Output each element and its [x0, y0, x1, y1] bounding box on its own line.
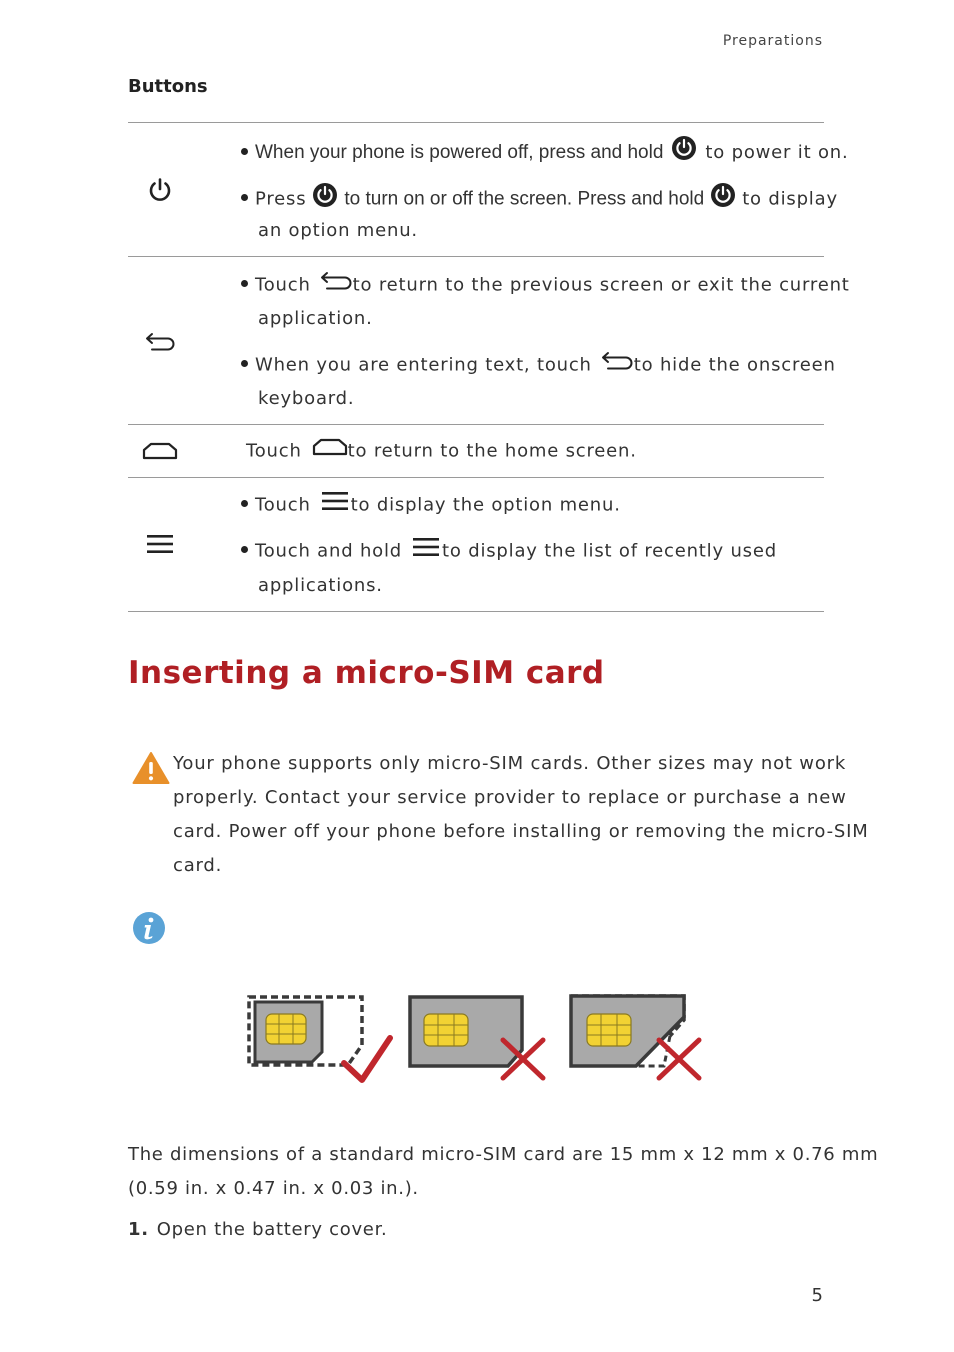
menu-line-2: Touch and hold to display the list of recently used	[241, 539, 777, 564]
buttons-section-title: Buttons	[128, 76, 208, 97]
back-line-3: When you are entering text, touch to hide the onscreen	[241, 352, 836, 379]
power-line-3: an option menu.	[258, 220, 418, 241]
dimensions-text-line: (0.59 in. x 0.47 in. x 0.03 in.).	[128, 1178, 419, 1199]
home-icon	[140, 439, 180, 463]
back-icon	[140, 327, 180, 357]
back-line-1: Touch to return to the previous screen or exit the current	[241, 272, 850, 299]
warning-icon	[132, 751, 170, 789]
bullet-dot	[241, 500, 248, 507]
bullet-dot	[241, 360, 248, 367]
warning-text-line: Your phone supports only micro-SIM cards. Other sizes may not work	[173, 753, 847, 774]
step-item	[128, 1219, 387, 1240]
table-row-home	[128, 425, 824, 477]
bullet-dot	[241, 280, 248, 287]
standard-sim-card-wrong	[410, 997, 543, 1078]
step-number: 1.	[128, 1219, 149, 1240]
menu-icon	[412, 537, 440, 562]
dimensions-text-line: The dimensions of a standard micro-SIM card are 15 mm x 12 mm x 0.76 mm	[128, 1144, 879, 1165]
cut-sim-card-wrong	[571, 996, 699, 1078]
menu-line-3: applications.	[258, 575, 383, 596]
warning-text-line: properly. Contact your service provider to replace or purchase a new	[173, 787, 847, 808]
table-rule-bottom	[128, 611, 824, 612]
sim-size-illustration	[244, 990, 714, 1094]
warning-text-line: card.	[173, 855, 223, 876]
bullet-dot	[241, 194, 248, 201]
running-header: Preparations	[722, 33, 823, 49]
home-icon	[312, 438, 348, 461]
power-icon	[140, 173, 180, 207]
back-line-2: application.	[258, 308, 373, 329]
table-row-back	[128, 257, 850, 424]
micro-sim-card-correct	[249, 997, 390, 1080]
back-line-4: keyboard.	[258, 388, 355, 409]
back-icon	[600, 350, 634, 377]
menu-icon	[321, 491, 349, 516]
page-number: 5	[811, 1285, 823, 1306]
bullet-dot	[241, 148, 248, 155]
table-row-power	[128, 123, 849, 256]
power-icon	[710, 182, 736, 213]
table-row-menu	[128, 478, 824, 611]
info-icon	[132, 911, 166, 949]
power-line-1: When your phone is powered off, press and hold to power it on.	[241, 137, 849, 169]
menu-icon	[140, 530, 180, 558]
step-text: Open the battery cover.	[156, 1219, 388, 1240]
power-icon	[312, 182, 338, 213]
home-line-1: Touch to return to the home screen.	[246, 440, 637, 463]
bullet-dot	[241, 546, 248, 553]
power-icon	[671, 135, 697, 167]
section-heading: Inserting a micro-SIM card	[128, 655, 605, 691]
power-line-2: Press to turn on or off the screen. Press and hold to display	[241, 184, 838, 215]
menu-line-1: Touch to display the option menu.	[241, 493, 621, 518]
warning-text-line: card. Power off your phone before installing or removing the micro-SIM	[173, 821, 869, 842]
back-icon	[319, 270, 353, 297]
